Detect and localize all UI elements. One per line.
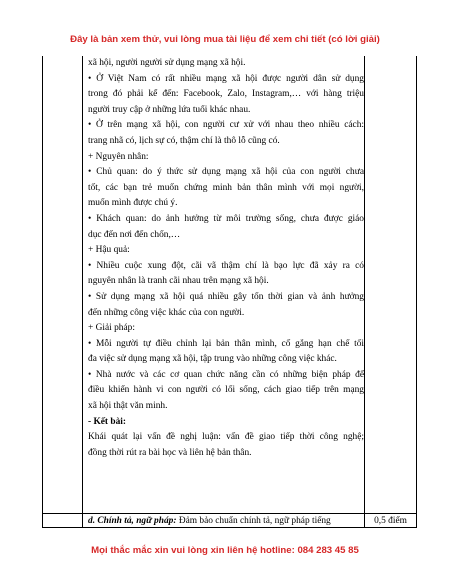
text-line: nguyên nhân là tranh cãi nhau trên mạng xã hội. [88,276,269,287]
text-line: muốn mình được chú ý. [88,198,178,209]
score-cell: 0,5 điểm [374,516,407,526]
text-line: • Nhà nước và các cơ quan chức năng cần có những biện pháp để [88,369,364,380]
text-line: • Nhiều cuộc xung đột, cãi vã thậm chí là bạo lực đã xảy ra có [88,260,364,271]
section-label-cause: + Nguyên nhân: [88,151,149,162]
text-line: đa việc sử dụng mạng xã hội, tập trung vào những công việc khác. [88,354,337,365]
column-divider-right [364,56,365,527]
criteria-text: Đảm bảo chuẩn chính tả, ngữ pháp tiếng [176,516,331,526]
section-label-solution: + Giải pháp: [88,323,135,334]
text-line: • Sử dụng mạng xã hội quá nhiều gây tốn thời gian và ảnh hưởng [88,291,364,302]
text-line: xã hội, người người sử dụng mạng xã hội. [88,58,246,68]
preview-notice-banner: Đây là bản xem thử, vui lòng mua tài liệu để xem chi tiết (có lời giải) [70,34,380,45]
text-line: • Chủ quan: do ý thức sử dụng mạng xã hội của con người chưa [88,167,364,178]
column-divider-left [82,56,83,527]
text-line: đến những công việc khác của con người. [88,307,245,318]
text-line: trang nhã có, lịch sự có, thậm chí là thô lỗ cũng có. [88,135,280,146]
section-heading-conclusion: - Kết bài: [88,416,127,427]
text-line: • Mỗi người tự điều chỉnh lại bản thân mình, cố gắng hạn chế tối [88,338,364,349]
answer-content-cell [88,56,364,461]
criteria-label: d. Chính tả, ngữ pháp: [88,516,177,526]
text-line: • Ở trên mạng xã hội, con người cư xử với nhau theo nhiều cách: [88,120,364,131]
text-line: xã hội thật văn minh. [88,401,168,412]
text-line: • Ở Việt Nam có rất nhiều mạng xã hội được người dân sử dụng [88,73,364,84]
row-divider [43,513,416,514]
text-line: tốt, các bạn trẻ muốn chứng minh bản thân mình với mọi người, [88,182,364,193]
text-line: Khái quát lại vấn đề nghị luận: vấn đề giao tiếp thời công nghệ; [88,432,364,443]
text-line: trong đó phải kể đến: Facebook, Zalo, Instagram,… với hàng triệu [88,89,364,100]
hotline-notice-banner: Mọi thắc mắc xin vui lòng xin liên hệ hotline: 084 283 45 85 [91,545,359,556]
section-label-consequence: + Hậu quả: [88,245,130,256]
grading-table [42,56,417,528]
criteria-row [88,515,364,528]
text-line: điều khiển hành vi con người có lối sống, cách giao tiếp trên mạng [88,385,364,396]
text-line: • Khách quan: do ảnh hưởng từ môi trường sống, chưa được giáo [88,213,364,224]
text-line: người truy cập ở những lứa tuổi khác nhau. [88,104,251,115]
text-line: dục đến nơi đến chốn,… [88,229,181,240]
text-line: đồng thời rút ra bài học và liên hệ bản thân. [88,447,252,458]
